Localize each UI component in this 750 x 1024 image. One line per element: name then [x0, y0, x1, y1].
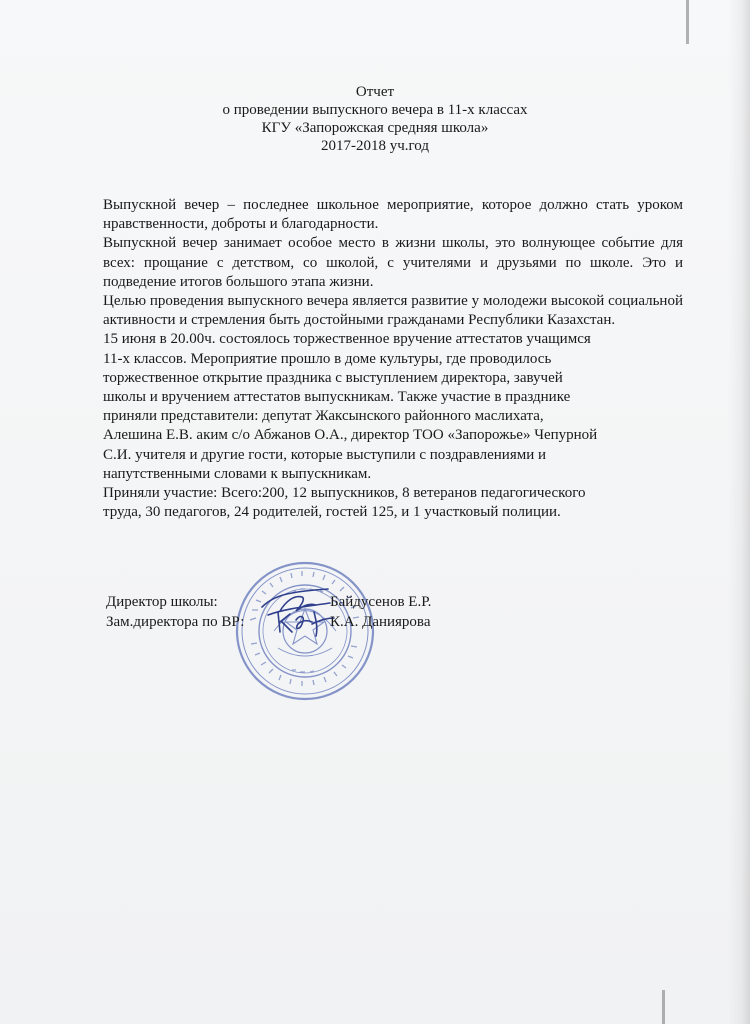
- event-line: С.И. учителя и другие гости, которые выступили с поздравлениями и: [103, 446, 547, 463]
- director-title: Директор школы:: [106, 594, 218, 610]
- header-title: Отчет: [355, 84, 395, 100]
- header-organization: КГУ «Запорожская средняя школа»: [261, 120, 489, 136]
- participants-line: труда, 30 педагогов, 24 родителей, гостей 125, и 1 участковый полиции.: [103, 504, 561, 521]
- header-year: 2017-2018 уч.год: [320, 138, 430, 154]
- document-body: [103, 196, 683, 522]
- event-line: 15 июня в 20.00ч. состоялось торжественное вручение аттестатов учащимся: [103, 331, 591, 348]
- event-line: напутственными словами к выпускникам.: [103, 465, 372, 482]
- deputy-name: К.А. Даниярова: [330, 614, 431, 630]
- director-row: [106, 592, 546, 612]
- deputy-row: [106, 612, 546, 632]
- document-header: [0, 83, 750, 155]
- deputy-title: Зам.директора по ВР:: [106, 614, 245, 630]
- paragraph-goal: Целью проведения выпускного вечера является развитие у молодежи высокой социальной активности и стремления быть достойными гражданами Республики Казахстан.: [103, 293, 683, 329]
- signature-block: [106, 592, 546, 632]
- paragraph-intro: Выпускной вечер – последнее школьное мероприятие, которое должно стать уроком нравственности, доброты и благодарности.: [103, 197, 683, 233]
- event-line: школы и вручением аттестатов выпускникам. Также участие в празднике: [103, 389, 571, 406]
- paragraph-significance: Выпускной вечер занимает особое место в жизни школы, это волнующее событие для всех: прощание с детством, со школой, с учителями и друзьями по школе. Это и подведение итогов большого этапа жизни.: [103, 235, 683, 290]
- header-subtitle: о проведении выпускного вечера в 11-х классах: [222, 102, 528, 118]
- event-line: торжественное открытие праздника с выступлением директора, завучей: [103, 369, 563, 386]
- event-line: 11-х классов. Мероприятие прошло в доме культуры, где проводилось: [103, 350, 552, 367]
- scan-mark: [686, 0, 689, 44]
- event-line: приняли представители: депутат Жаксынского районного маслихата,: [103, 408, 544, 425]
- event-line: Алешина Е.В. аким с/о Абжанов О.А., директор ТОО «Запорожье» Чепурной: [103, 427, 598, 444]
- participants-line: Приняли участие: Всего:200, 12 выпускников, 8 ветеранов педагогического: [103, 485, 586, 502]
- scan-mark: [662, 990, 665, 1024]
- paragraph-participants: [103, 484, 683, 522]
- paragraph-event: [103, 330, 683, 484]
- director-name: Байдусенов Е.Р.: [330, 594, 432, 610]
